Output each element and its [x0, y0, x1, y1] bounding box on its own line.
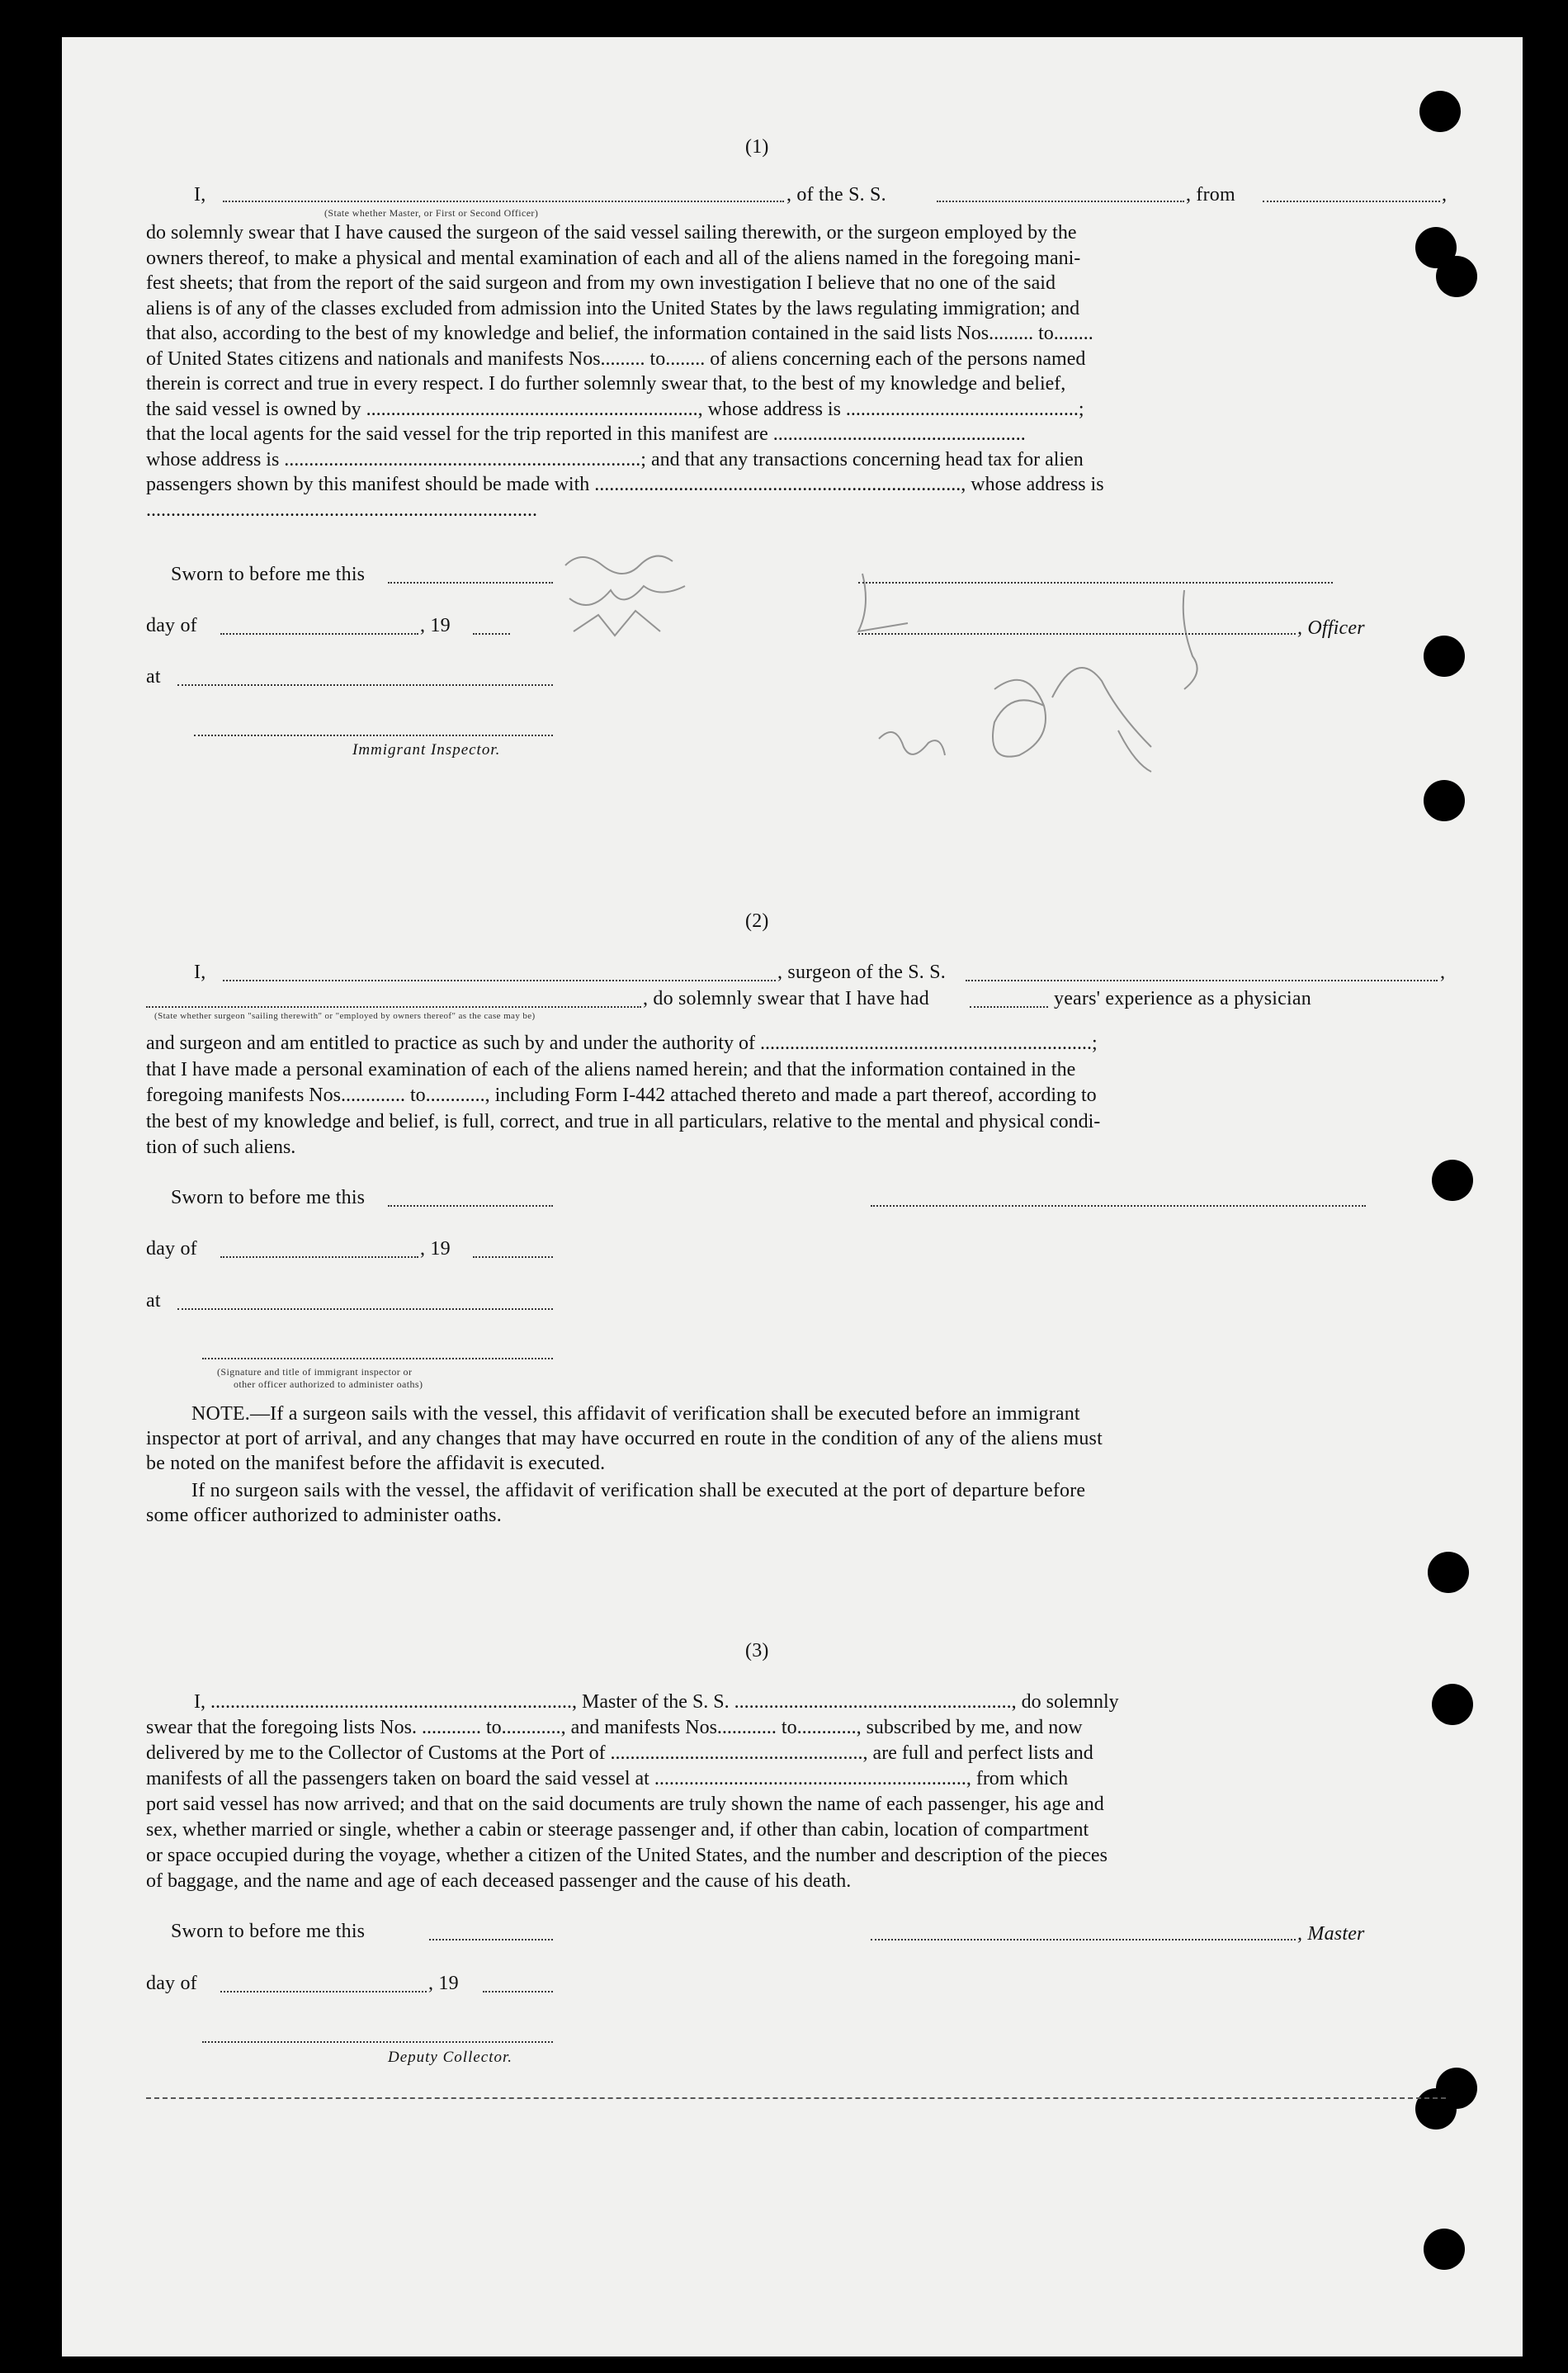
punch-hole: [1432, 1160, 1473, 1201]
note-line-3: be noted on the manifest before the affidavit is executed.: [146, 1453, 606, 1474]
sworn-date-field-2: [388, 1205, 553, 1207]
body-line: or space occupied during the voyage, whether a citizen of the United States, and the number and description of the pieces: [146, 1845, 1108, 1866]
section-1-body: [146, 220, 1446, 522]
body-line: tion of such aliens.: [146, 1137, 296, 1158]
section-1-number: (1): [745, 136, 769, 158]
surgeon-signature-line: [871, 1205, 1366, 1207]
body-line: fest sheets; that from the report of the said surgeon and from my own investigation I believe that no one of the said: [146, 272, 1056, 294]
body-line: the best of my knowledge and belief, is full, correct, and true in all particulars, relative to the mental and physical condi-: [146, 1110, 1101, 1132]
handwritten-signature: [491, 524, 1481, 854]
section-2-body: [146, 1031, 1446, 1161]
note-label: NOTE.: [191, 1403, 250, 1425]
day-of-field-2: [220, 1256, 418, 1258]
note-line-2: inspector at port of arrival, and any changes that may have occurred en route in the condition of any of the aliens must: [146, 1428, 1103, 1449]
day-of-label-2: day of: [146, 1238, 197, 1260]
years-experience-label: years' experience as a physician: [1054, 988, 1311, 1009]
deputy-signature-line: [202, 2041, 553, 2043]
sworn-date-field-3: [429, 1939, 553, 1940]
surgeon-type-field: [146, 1006, 641, 1008]
punch-hole: [1419, 91, 1461, 132]
surgeon-of-ss-label: , surgeon of the S. S.: [777, 962, 946, 983]
year-field-3: [483, 1991, 553, 1992]
swear-had-label: , do solemnly swear that I have had: [643, 988, 929, 1009]
section-3-body: [146, 1690, 1446, 1894]
body-line: of baggage, and the name and age of each deceased passenger and the cause of his death.: [146, 1870, 852, 1892]
year-label-1: , 19: [420, 615, 451, 636]
at-label-1: at: [146, 666, 161, 688]
from-label: , from: [1186, 184, 1235, 206]
sworn-label-3: Sworn to before me this: [171, 1921, 366, 1942]
body-line: that the local agents for the said vessel for the trip reported in this manifest are ...................................................: [146, 423, 1026, 445]
surgeon-name-field: [223, 980, 776, 981]
year-label-3: , 19: [428, 1973, 459, 1994]
body-line: whose address is ........................................................................; and that any transactions concerning head tax for alien: [146, 448, 1084, 470]
master-signature-line: [871, 1939, 1296, 1940]
body-line: I, ........................................................................., Master of the S. S. ........................................................, do solemnly: [194, 1691, 1119, 1713]
years-field: [970, 1006, 1048, 1008]
bottom-divider: [146, 2097, 1446, 2099]
body-line: and surgeon and am entitled to practice as such by and under the authority of ...................................................................;: [146, 1033, 1098, 1054]
surgeon-vessel-field: [966, 980, 1438, 981]
inspector-label: Immigrant Inspector.: [352, 741, 501, 759]
signature-hint-2: other officer authorized to administer oaths): [234, 1378, 423, 1390]
vessel-name-field: [937, 201, 1184, 202]
day-of-field-3: [220, 1991, 427, 1992]
officer-title-field: [223, 201, 784, 202]
affidavit-page: [62, 37, 1523, 2356]
deputy-label: Deputy Collector.: [388, 2049, 513, 2066]
body-line: delivered by me to the Collector of Customs at the Port of ..................................................., are full and perfect lists and: [146, 1742, 1093, 1764]
day-of-label-1: day of: [146, 615, 197, 636]
body-line: swear that the foregoing lists Nos. ............ to............, and manifests Nos............ to............, subscribed by me, and now: [146, 1717, 1083, 1738]
line1-i: I,: [194, 184, 206, 206]
body-line: therein is correct and true in every respect. I do further solemnly swear that, to the best of my knowledge and belief,: [146, 373, 1066, 395]
day-of-field-1: [220, 633, 418, 635]
sworn-label-2: Sworn to before me this: [171, 1187, 366, 1208]
body-line: do solemnly swear that I have caused the surgeon of the said vessel sailing therewith, or the surgeon employed by the: [146, 222, 1077, 243]
body-line: manifests of all the passengers taken on board the said vessel at ..............................................................., from which: [146, 1768, 1069, 1789]
body-line: sex, whether married or single, whether a cabin or steerage passenger and, if other than cabin, location of compartment: [146, 1819, 1089, 1841]
surgeon-hint: (State whether surgeon "sailing therewith" or "employed by owners thereof" as the case may be): [154, 1011, 536, 1021]
body-line: aliens is of any of the classes excluded from admission into the United States by the laws regulating immigration; and: [146, 297, 1080, 319]
from-port-field: [1263, 201, 1440, 202]
master-label: , Master: [1297, 1923, 1365, 1945]
of-ss-label: , of the S. S.: [786, 184, 886, 206]
year-label-2: , 19: [420, 1238, 451, 1260]
punch-hole: [1415, 2088, 1457, 2130]
note-line-4: If no surgeon sails with the vessel, the affidavit of verification shall be executed at the port of departure before: [191, 1480, 1086, 1501]
at-label-2: at: [146, 1290, 161, 1312]
section-2-number: (2): [745, 910, 769, 932]
body-line: ...............................................................................: [146, 499, 537, 521]
body-line: passengers shown by this manifest should be made with .........................................................................., whose address is: [146, 474, 1104, 495]
year-field-2: [473, 1256, 553, 1258]
body-line: port said vessel has now arrived; and that on the said documents are truly shown the name of each passenger, his age and: [146, 1794, 1104, 1815]
body-line: foregoing manifests Nos............. to............, including Form I-442 attached thereto and made a part thereof, according to: [146, 1085, 1097, 1106]
at-field-2: [177, 1308, 553, 1310]
officer-label: , Officer: [1297, 617, 1365, 639]
body-line: that I have made a personal examination of each of the aliens named herein; and that the information contained in the: [146, 1058, 1076, 1080]
body-line: of United States citizens and nationals and manifests Nos......... to........ of aliens concerning each of the persons named: [146, 347, 1086, 370]
body-line: owners thereof, to make a physical and mental examination of each and all of the aliens named in the foregoing mani-: [146, 247, 1081, 269]
punch-hole: [1428, 1552, 1469, 1593]
officer-hint: (State whether Master, or First or Second Officer): [324, 207, 539, 219]
body-line: the said vessel is owned by ..................................................................., whose address is ...............................................;: [146, 398, 1084, 420]
line1-end: ,: [1442, 184, 1448, 206]
s2-line1-end: ,: [1440, 962, 1446, 983]
day-of-label-3: day of: [146, 1973, 197, 1994]
punch-hole: [1424, 2229, 1465, 2270]
note-text: —If a surgeon sails with the vessel, this affidavit of verification shall be executed before an immigrant: [249, 1403, 1080, 1425]
note-line-1: [191, 1403, 1080, 1425]
section-3-number: (3): [745, 1640, 769, 1662]
officer-signature-line-2: [202, 1358, 553, 1359]
sworn-label-1: Sworn to before me this: [171, 564, 366, 585]
signature-hint-1: (Signature and title of immigrant inspector or: [217, 1366, 413, 1378]
body-line: that also, according to the best of my knowledge and belief, the information contained in the said lists Nos......... to........: [146, 323, 1093, 344]
note-line-5: some officer authorized to administer oaths.: [146, 1505, 502, 1526]
s2-line1-i: I,: [194, 962, 206, 983]
